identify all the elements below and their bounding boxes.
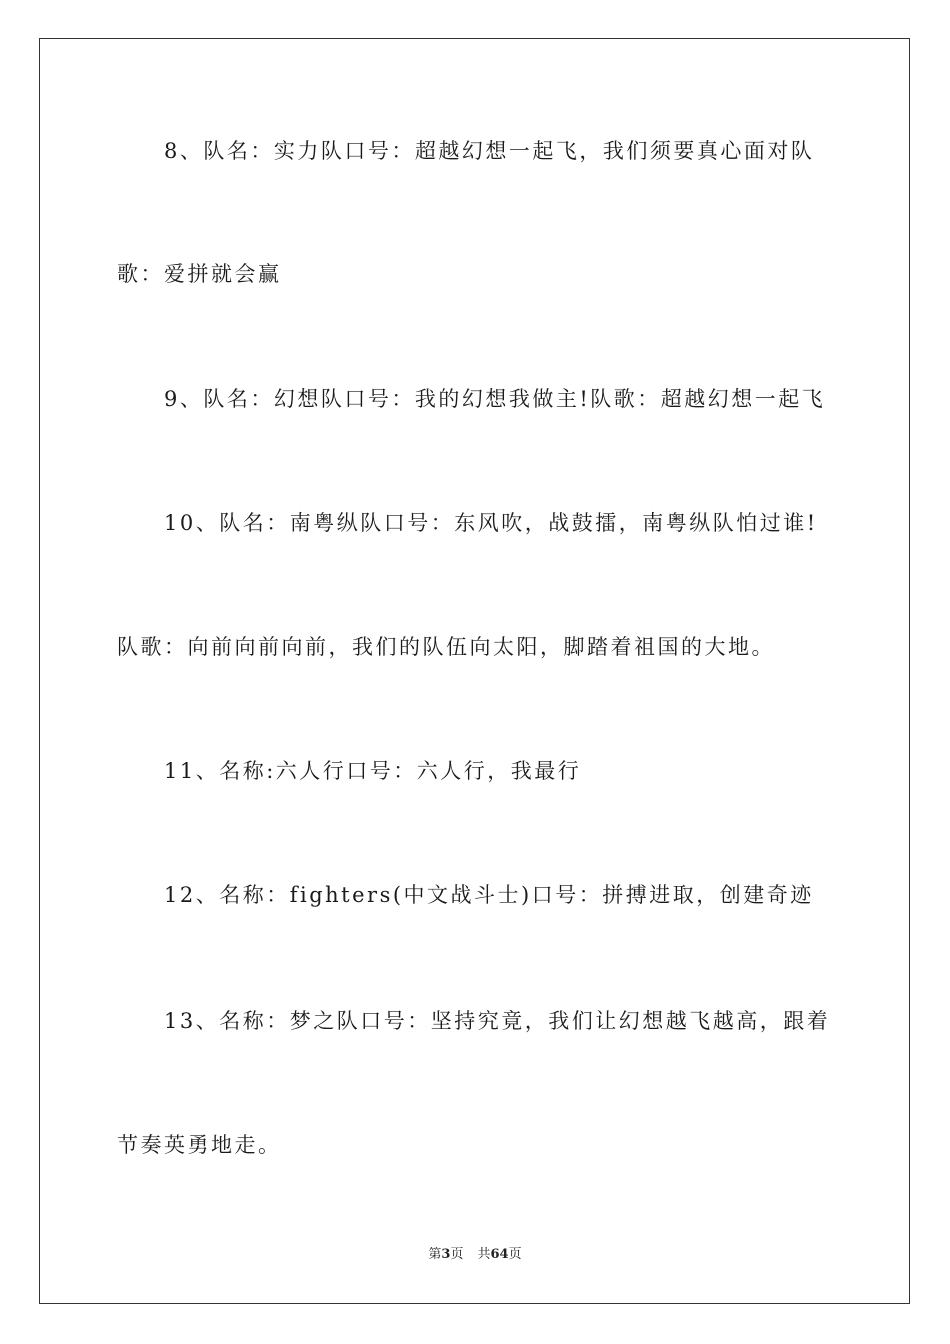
total-prefix: 共 — [477, 1247, 491, 1262]
paragraph-line-3: 9、队名：幻想队口号：我的幻想我做主!队歌：超越幻想一起飞 — [164, 387, 826, 411]
page-number: 3 — [441, 1247, 451, 1262]
paragraph-line-8: 13、名称：梦之队口号：坚持究竟，我们让幻想越飞越高，跟着 — [164, 1009, 831, 1033]
total-suffix: 页 — [508, 1247, 522, 1262]
paragraph-line-5: 队歌：向前向前向前，我们的队伍向太阳，脚踏着祖国的大地。 — [117, 635, 775, 659]
total-pages: 64 — [490, 1247, 509, 1262]
page-suffix: 页 — [450, 1247, 464, 1262]
paragraph-line-2: 歌：爱拼就会赢 — [117, 262, 282, 286]
paragraph-line-4: 10、队名：南粤纵队口号：东风吹，战鼓擂，南粤纵队怕过谁! — [164, 511, 818, 535]
paragraph-line-7: 12、名称：fighters(中文战斗士)口号：拼搏进取，创建奇迹 — [164, 883, 814, 907]
paragraph-line-6: 11、名称:六人行口号：六人行，我最行 — [164, 759, 582, 783]
page-border — [39, 38, 910, 1304]
paragraph-line-9: 节奏英勇地走。 — [117, 1133, 282, 1157]
page-footer — [0, 1247, 950, 1263]
paragraph-line-1: 8、队名：实力队口号：超越幻想一起飞，我们须要真心面对队 — [164, 139, 815, 163]
page-prefix: 第 — [428, 1247, 442, 1262]
